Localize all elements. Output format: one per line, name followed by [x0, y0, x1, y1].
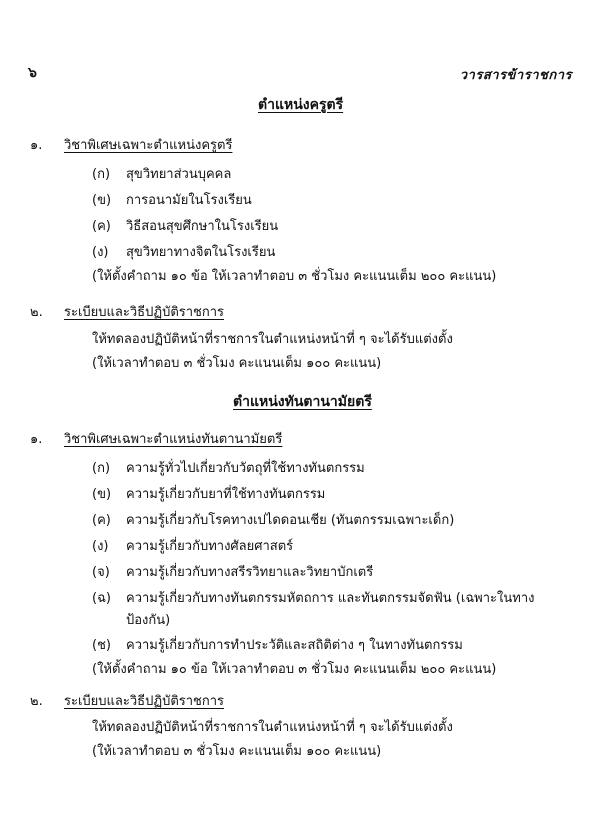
item-marker: (จ) — [92, 565, 110, 580]
item-text: ความรู้เกี่ยวกับการทำประวัติและสถิติต่าง ๆ ในทางทันตกรรม — [126, 638, 463, 653]
section-title-teacher: ตำแหน่งครูตรี — [258, 97, 344, 113]
item-text: ความรู้เกี่ยวกับทางทันตกรรมหัตถการ และทันตกรรมจัดฟัน (เฉพาะในทาง — [126, 591, 535, 606]
item-marker: (ง) — [92, 539, 109, 554]
subsection-heading — [30, 134, 232, 155]
exam-note: (ให้เวลาทำตอบ ๓ ชั่วโมง คะแนนเต็ม ๑๐๐ คะแนน) — [92, 744, 382, 759]
subsection-number: ๒. — [30, 305, 43, 320]
running-head: วารสารข้าราชการ — [459, 68, 572, 83]
list-item-continuation: ป้องกัน) — [126, 613, 171, 628]
list-item — [92, 535, 293, 556]
subsection-heading — [30, 690, 224, 711]
list-item — [92, 189, 252, 210]
item-text: ความรู้เกี่ยวกับโรคทางเปไดดอนเชีย (ทันตกรรมเฉพาะเด็ก) — [126, 513, 455, 528]
item-marker: (ฉ) — [92, 591, 111, 606]
subsection-title: วิชาพิเศษเฉพาะตำแหน่งทันตานามัยตรี — [64, 432, 283, 447]
item-marker: (ข) — [92, 487, 112, 502]
body-line: ให้ทดลองปฏิบัติหน้าที่ราชการในตำแหน่งหน้าที่ ๆ จะได้รับแต่งตั้ง — [92, 720, 453, 735]
item-text: สุขวิทยาส่วนบุคคล — [126, 167, 232, 182]
exam-note: (ให้ตั้งคำถาม ๑๐ ข้อ ให้เวลาทำตอบ ๓ ชั่วโมง คะแนนเต็ม ๒๐๐ คะแนน) — [92, 269, 497, 284]
item-marker: (ง) — [92, 245, 109, 260]
list-item — [92, 457, 365, 478]
section-title-dental: ตำแหน่งทันตานามัยตรี — [233, 394, 372, 410]
subsection-title: ระเบียบและวิธีปฏิบัติราชการ — [64, 305, 225, 320]
list-item — [92, 215, 278, 236]
list-item — [92, 561, 373, 582]
list-item — [92, 241, 275, 262]
list-item — [92, 634, 463, 655]
list-item — [92, 163, 231, 184]
subsection-number: ๑. — [30, 432, 43, 447]
subsection-heading — [30, 301, 224, 322]
subsection-title: ระเบียบและวิธีปฏิบัติราชการ — [64, 694, 225, 709]
exam-note: (ให้ตั้งคำถาม ๑๐ ข้อ ให้เวลาทำตอบ ๓ ชั่วโมง คะแนนเต็ม ๒๐๐ คะแนน) — [92, 662, 497, 677]
item-marker: (ก) — [92, 167, 111, 182]
item-text: ความรู้เกี่ยวกับยาที่ใช้ทางทันตกรรม — [126, 487, 326, 502]
subsection-number: ๑. — [30, 138, 43, 153]
item-text: สุขวิทยาทางจิตในโรงเรียน — [126, 245, 276, 260]
list-item — [92, 587, 534, 608]
item-marker: (ค) — [92, 513, 111, 528]
item-marker: (ข) — [92, 193, 112, 208]
list-item — [92, 483, 325, 504]
item-text: ความรู้เกี่ยวกับทางศัลยศาสตร์ — [126, 539, 294, 554]
subsection-heading — [30, 428, 282, 449]
exam-note: (ให้เวลาทำตอบ ๓ ชั่วโมง คะแนนเต็ม ๑๐๐ คะแนน) — [92, 356, 382, 371]
item-text: ความรู้เกี่ยวกับทางสรีรวิทยาและวิทยาบักเตรี — [126, 565, 374, 580]
page-number: ๖ — [28, 65, 37, 81]
item-text: การอนามัยในโรงเรียน — [126, 193, 252, 208]
list-item — [92, 509, 454, 530]
subsection-number: ๒. — [30, 694, 43, 709]
item-marker: (ช) — [92, 638, 111, 653]
item-text: วิธีสอนสุขศึกษาในโรงเรียน — [126, 219, 279, 234]
item-text: ความรู้ทั่วไปเกี่ยวกับวัตถุที่ใช้ทางทันตกรรม — [126, 461, 365, 476]
item-marker: (ก) — [92, 461, 111, 476]
subsection-title: วิชาพิเศษเฉพาะตำแหน่งครูตรี — [64, 138, 233, 153]
item-marker: (ค) — [92, 219, 111, 234]
body-line: ให้ทดลองปฏิบัติหน้าที่ราชการในตำแหน่งหน้าที่ ๆ จะได้รับแต่งตั้ง — [92, 332, 453, 347]
